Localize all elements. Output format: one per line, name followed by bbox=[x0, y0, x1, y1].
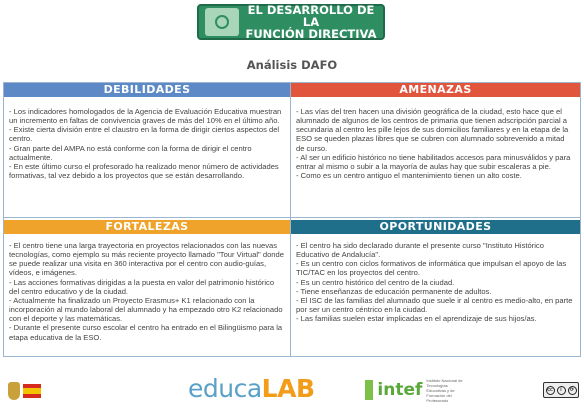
fortalezas-heading: FORTALEZAS bbox=[4, 220, 290, 234]
fortalezas-cell bbox=[4, 218, 291, 356]
list-item: - El centro tiene una larga trayectoria en proyectos relacionados con las nuevas tecnologías, como ejemplo su más reciente proyecto llamado "Tour Virtual" donde se puede realizar una visita en 360 interactiva por el centro con audio-guías, vídeos, e imágenes. bbox=[9, 241, 284, 278]
footer bbox=[0, 372, 584, 408]
list-item: - En este último curso el profesorado ha realizado menor número de actividades formativas, tal vez debido a los proyectos que se están desarrollando. bbox=[9, 161, 279, 181]
list-item: - Los indicadores homologados de la Agencia de Evaluación Educativa muestran un incremento en faltas de convivencia graves de más del 10% en el último año. bbox=[9, 107, 282, 126]
educalab-text-a: educa bbox=[188, 374, 262, 403]
educalab-text-b: LAB bbox=[261, 374, 315, 403]
amenazas-list bbox=[291, 97, 580, 180]
oportunidades-cell bbox=[291, 218, 580, 356]
course-banner bbox=[197, 4, 385, 40]
list-item: - Como es un centro antiguo el mantenimiento tienen un alto coste. bbox=[296, 171, 522, 181]
list-item: - Las acciones formativas dirigidas a la puesta en valor del patrimonio histórico del centro educativo y de la ciudad. bbox=[9, 277, 275, 296]
list-item: - El ISC de las familias del alumnado que suele ir al centro es medio-alto, en parte por ser un centro céntrico en la ciudad. bbox=[296, 295, 573, 315]
crest-icon bbox=[8, 382, 20, 400]
list-item: - Durante el presente curso escolar el centro ha entrado en el Bilingüismo para la etapa educativa de la ESO. bbox=[9, 323, 283, 342]
list-item: - Las vías del tren hacen una división geográfica de la ciudad, esto hace que el alumnado de algunos de los centros de primaria que tienen adscripción parcial a secundaria al centro les pille lejos de sus domicilios familiares y en la etapa de la ESO se queden plazas libres que se cubren con alumnado sobrevenido a mitad de curso. bbox=[296, 107, 569, 153]
intef-word: intef bbox=[377, 380, 423, 400]
debilidades-heading: DEBILIDADES bbox=[4, 83, 290, 97]
oportunidades-heading: OPORTUNIDADES bbox=[291, 220, 580, 234]
gobierno-de-espana-logo bbox=[8, 380, 78, 402]
list-item: - Es un centro histórico del centro de la ciudad. bbox=[296, 277, 455, 287]
list-item: - Es un centro con ciclos formativos de informática que impulsan el apoyo de las TIC/TAC en los proyectos del centro. bbox=[296, 259, 567, 278]
classroom-icon bbox=[205, 8, 239, 36]
banner-line-2: FUNCIÓN DIRECTIVA bbox=[245, 27, 377, 41]
list-item: - Gran parte del AMPA no está conforme con la forma de dirigir el centro actualmente. bbox=[9, 143, 252, 162]
amenazas-cell bbox=[291, 83, 580, 218]
fortalezas-list bbox=[4, 234, 290, 342]
flag-icon bbox=[23, 384, 41, 398]
dafo-table bbox=[3, 82, 581, 357]
list-item: - Tiene enseñanzas de educación permanente de adultos. bbox=[296, 286, 492, 296]
list-item: - El centro ha sido declarado durante el presente curso "Instituto Histórico Educativo de Andalucía". bbox=[296, 241, 544, 260]
amenazas-heading: AMENAZAS bbox=[291, 83, 580, 97]
educalab-logo bbox=[188, 374, 315, 403]
debilidades-cell bbox=[4, 83, 291, 218]
cc-by-sa-icon[interactable]: cc i ⟳ bbox=[543, 382, 579, 398]
banner-line-1: EL DESARROLLO DE LA bbox=[247, 3, 375, 29]
oportunidades-list bbox=[291, 234, 580, 323]
intef-subtitle: Instituto Nacional de Tecnologías Educativas y de Formación del Profesorado bbox=[426, 377, 463, 403]
intef-logo bbox=[365, 378, 465, 402]
list-item: - Existe cierta división entre el claustro en la forma de dirigir ciertos aspectos del centro. bbox=[9, 125, 280, 144]
list-item: - Al ser un edificio histórico no tiene habilitados accesos para minusválidos y para entrar al mismo o subir a la mayoría de aulas hay que subir escaleras a pie. bbox=[296, 152, 571, 171]
debilidades-list bbox=[4, 97, 290, 180]
banner-title bbox=[239, 4, 383, 40]
list-item: - Las familias suelen estar implicadas en el aprendizaje de sus hijos/as. bbox=[296, 314, 537, 324]
list-item: - Actualmente ha finalizado un Proyecto Erasmus+ K1 relacionado con la incorporación al mundo laboral del alumnado y ha empezado otro K2 relacionado con el deporte y las matemáticas. bbox=[9, 295, 283, 324]
intef-mark-icon bbox=[365, 380, 373, 400]
page-title: Análisis DAFO bbox=[246, 58, 338, 72]
